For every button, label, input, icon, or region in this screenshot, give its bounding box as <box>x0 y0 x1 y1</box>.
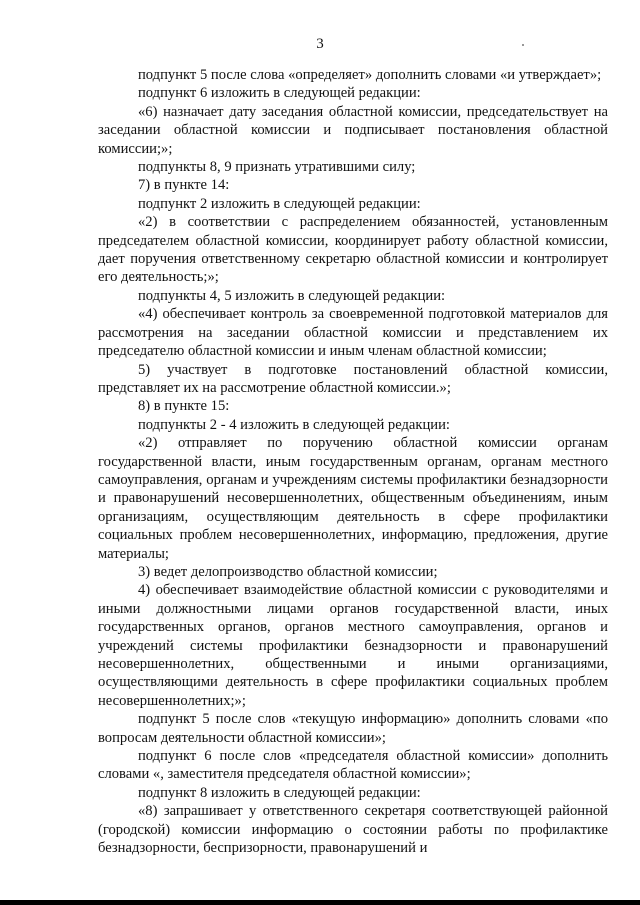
paragraph: «4) обеспечивает контроль за своевременной подготовкой материалов для рассмотрения на заседании областной комиссии и представлением их председателю областной комиссии и иным членам областной комиссии; <box>98 306 608 360</box>
scan-bottom-edge <box>0 900 640 905</box>
paragraph: 5) участвует в подготовке постановлений областной комиссии, представляет их на рассмотрение областной комиссии.»; <box>98 361 608 396</box>
paragraph: «2) в соответствии с распределением обязанностей, установленным председателем областной комиссии, координирует работу областной комиссии, дает поручения ответственному секретарю областной комиссии и контролирует его деятельность;»; <box>98 214 608 286</box>
page-number: 3 <box>316 36 324 52</box>
paragraph: «2) отправляет по поручению областной комиссии органам государственной власти, иным государственным органам, органам местного самоуправления, органам и учреждениям системы профилактики безнадзорности и правонарушений несовершеннолетних, общественным объединениям, иным организациям, осуществляющим деятельность в сфере профилактики социальных проблем несовершеннолетних, информацию, предложения, другие материалы; <box>98 435 608 562</box>
paragraph: «6) назначает дату заседания областной комиссии, председательствует на заседании областной комиссии и подписывает постановления областной комиссии;»; <box>98 103 608 157</box>
paragraph: 3) ведет делопроизводство областной комиссии; <box>138 563 438 580</box>
paragraph: подпункт 6 изложить в следующей редакции: <box>138 85 421 102</box>
document-body <box>98 66 608 857</box>
paragraph: 4) обеспечивает взаимодействие областной комиссии с руководителями и иными должностными лицами органов государственной власти, иных государственных органов, органов местного самоуправления, органов и учреждений системы профилактики безнадзорности и правонарушений несовершеннолетних, общественными и иными организациями, осуществляющими деятельность в сфере профилактики социальных проблем несовершеннолетних;»; <box>98 582 608 709</box>
paragraph: «8) запрашивает у ответственного секретаря соответствующей районной (городской) комиссии информацию о состоянии работы по профилактике безнадзорности, беспризорности, правонарушений и <box>98 803 608 857</box>
paragraph: подпункты 8, 9 признать утратившими силу; <box>138 159 416 176</box>
paragraph: подпункт 5 после слова «определяет» дополнить словами «и утверждает»; <box>138 67 602 83</box>
paragraph: 7) в пункте 14: <box>138 177 230 194</box>
scan-speck <box>522 44 524 46</box>
paragraph: 8) в пункте 15: <box>138 398 230 415</box>
paragraph: подпункты 2 - 4 изложить в следующей редакции: <box>138 416 450 433</box>
paragraph: подпункт 5 после слов «текущую информацию» дополнить словами «по вопросам деятельности областной комиссии»; <box>98 711 608 746</box>
paragraph: подпункт 6 после слов «председателя областной комиссии» дополнить словами «, заместителя председателя областной комиссии»; <box>98 748 608 783</box>
paragraph: подпункт 8 изложить в следующей редакции: <box>138 784 421 801</box>
paragraph: подпункты 4, 5 изложить в следующей редакции: <box>138 287 446 304</box>
paragraph: подпункт 2 изложить в следующей редакции: <box>138 195 421 212</box>
